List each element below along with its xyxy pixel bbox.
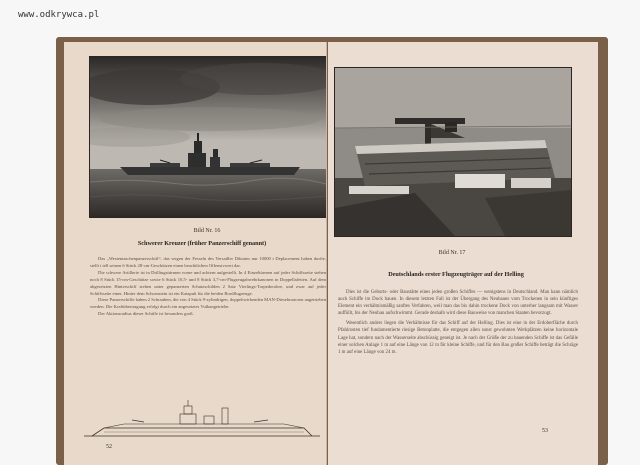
- battleship-photo: [89, 56, 327, 218]
- section-heading-left: Schwerer Kreuzer (früher Panzerschiff genannt): [137, 240, 267, 247]
- paragraph-1: Das „Westentaschenpanzerschiff“, das wegen der Fesseln des Versailler Diktates nur 10000 t Deplacement haben durfte, stellt i tell seinen 6 Stück 28-cm-Geschützen einen beachtlichen Offensivwert dar.: [90, 256, 326, 268]
- ship-silhouette-drawing: [84, 400, 320, 450]
- carrier-construction-photo: [334, 67, 572, 237]
- paragraph-2: Wesentlich anders liegen die Verhältnisse für das Schiff auf der Helling. Dies ist eine in der Erdoberfläche durch Pfahlrosten tief fundamentierte riesige Betonplatte, die entgegen allen sonst gewohnten Werkplätzen keine horizontale Lage hat, sondern nach der Wasserseite abschüssig geneigt ist. Je nach der Größe der zu bauenden Schiffe ist das Gefälle einer solchen Anlage 1 m auf eine Länge von 12 m für kleine Schiffe, und für den Bau großer Schiffe beträgt die Schräge 1 m auf eine Länge von 24 m.: [338, 321, 578, 355]
- figure-caption-17: Bild Nr. 17: [438, 250, 466, 256]
- figure-caption-16: Bild Nr. 16: [193, 228, 221, 234]
- page-number-left: 52: [106, 444, 112, 450]
- paragraph-4: Der Aktionsradius dieser Schiffe ist besonders groß.: [98, 311, 194, 317]
- watermark-text: www.odkrywca.pl: [18, 10, 100, 20]
- left-page: [64, 42, 327, 465]
- carrier-construction-graphic: [335, 68, 571, 236]
- paragraph-1: Dies ist die Geburts- oder Baustätte eines jeden großen Schiffes — wenigstens in Deutschland. Man kann nämlich auch Schiffe im Dock bauen. In diesem letzten Fall ist der Übergang des Neubaues vom Trockenen in sein künftiges Element ein verhältnismäßig sanftes Verfahren, weil man das bis dahin trockene Dock von unterher langsam mit Wasser auffüllt, bis der Neubau aufschwimmt. Gerade deshalb wird diese Bauweise von manchen Staaten bevorzugt.: [338, 290, 578, 317]
- battleship-photo-graphic: [90, 57, 326, 217]
- paragraph-2: Die schwere Artillerie ist in Drillingstürmen vorne und achtern aufgestellt. In 4 Einzeltürmen auf jeder Schiffsseite stehen noch 8 Stück 15-cm-Geschütze sowie 6 Stück 10,5- und 8 Stück 3,7-cm-Flugzeugabwehrkanonen in Doppellafetten. Auf dem abgesetzten Hinterschiff stehen unter gepanzerten Schutzschilden 2 Satz Vierlings-Torpedorohre, und zwar auf jeder Schiffsseite einer. Hinter dem Schornstein ist ein Katapult für die beiden Bordflugzeuge.: [90, 269, 326, 296]
- right-body-text: [338, 289, 578, 356]
- section-heading-right: Deutschlands erster Flugzeugträger auf der Helling: [388, 271, 524, 278]
- left-body-text: [90, 256, 326, 318]
- right-page: [328, 42, 598, 465]
- paragraph-3: Diese Panzerschiffe haben 2 Schrauben, die von 4 Stück 9-zylindrigen, doppeltwirkenden MAN-Dieselmotoren angetrieben werden. Die Kraftübertragung erfolgt durch ein angesetztes Vulkangetriebe.: [90, 297, 327, 310]
- page-number-right: 53: [542, 428, 548, 434]
